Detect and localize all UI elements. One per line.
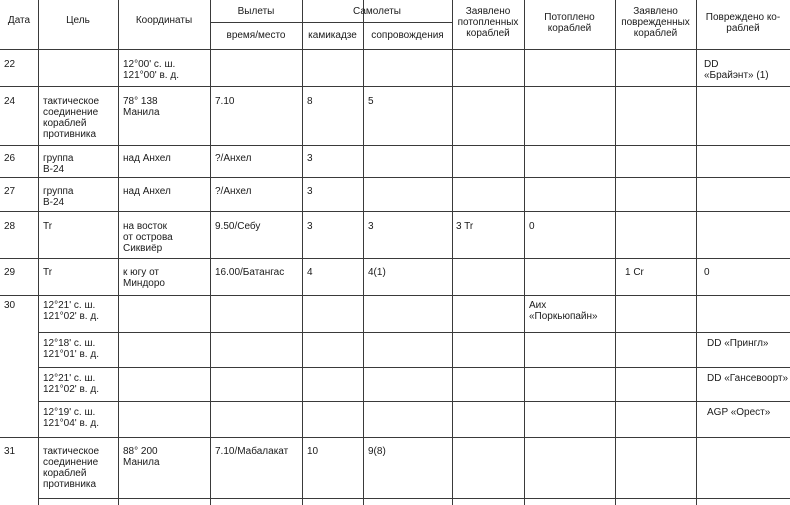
header-claimed-sunk: Заявлено потопленных кораблей [457,6,519,39]
cell-time: ?/Анхел [215,186,252,197]
cell-kamikaze: 4 [307,267,313,278]
cell-escort: 3 [368,221,374,232]
cell-coords: над Анхел [123,186,171,197]
cell-target: 12°19' с. ш. 121°04' в. д. [43,407,99,429]
cell-kamikaze: 8 [307,96,313,107]
header-aircraft: Самолеты [353,6,401,17]
grid-line-h [38,367,790,368]
cell-date: 29 [4,267,16,278]
grid-line-h [0,177,790,178]
grid-line-h-sub [210,22,452,23]
cell-date: 22 [4,59,16,70]
cell-damaged: DD «Гансевоорт» [707,373,789,384]
cell-target: тактическое соединение кораблей противника [43,446,100,490]
cell-coords: к югу от Миндоро [123,267,165,289]
cell-target: 12°21' с. ш. 121°02' в. д. [43,373,99,395]
grid-line-v [363,0,364,505]
cell-damaged: DD «Прингл» [707,338,769,349]
cell-kamikaze: 3 [307,221,313,232]
cell-date: 26 [4,153,16,164]
grid-line-h [38,498,790,499]
cell-time: 7.10/Мабалакат [215,446,289,457]
cell-coords: 12°00' с. ш. 121°00' в. д. [123,59,179,81]
cell-target: 12°21' с. ш. 121°02' в. д. [43,300,99,322]
cell-target: 12°18' с. ш. 121°01' в. д. [43,338,99,360]
cell-time: 16.00/Батангас [215,267,285,278]
cell-coords: над Анхел [123,153,171,164]
grid-line-h [38,401,790,402]
cell-kamikaze: 3 [307,153,313,164]
cell-date: 31 [4,446,16,457]
grid-line-v [524,0,525,505]
grid-line-v [696,0,697,505]
cell-date: 24 [4,96,16,107]
grid-line-v [302,0,303,505]
grid-line-v [118,0,119,505]
grid-line-v [210,0,211,505]
cell-damaged: AGP «Орест» [707,407,771,418]
cell-damaged: DD «Брайэнт» (1) [704,59,769,81]
header-damaged: Повреждено ко- раблей [705,12,781,34]
grid-line-h [0,258,790,259]
grid-line-v [615,0,616,505]
cell-claimed-damaged: 1 Cr [625,267,644,278]
cell-target: тактическое соединение кораблей противника [43,96,100,140]
cell-time: ?/Анхел [215,153,252,164]
header-date: Дата [7,15,31,26]
grid-line-h [0,211,790,212]
cell-coords: на восток от острова Сиквиёр [123,221,173,254]
grid-line-v [38,0,39,505]
cell-claimed-sunk: 3 Tr [456,221,474,232]
cell-time: 9.50/Себу [215,221,261,232]
grid-line-h [0,86,790,87]
header-claimed-damaged: Заявлено поврежденных кораблей [621,6,690,39]
cell-time: 7.10 [215,96,235,107]
header-target: Цель [66,15,90,26]
grid-line-v [452,0,453,505]
grid-line-h [0,145,790,146]
header-sunk: Потоплено кораблей [544,12,595,34]
cell-kamikaze: 10 [307,446,319,457]
cell-sunk: 0 [529,221,535,232]
header-time-place: время/место [226,30,286,41]
header-escort: сопровождения [371,30,444,41]
cell-date: 30 [4,300,16,311]
grid-line-h [0,295,790,296]
header-sorties: Вылеты [237,6,275,17]
cell-target: группа B-24 [43,153,74,175]
cell-kamikaze: 3 [307,186,313,197]
grid-line-h [0,49,790,50]
cell-coords: 78° 138 Манила [123,96,160,118]
cell-escort: 4(1) [368,267,386,278]
header-kamikaze: камикадзе [308,30,357,41]
cell-escort: 5 [368,96,374,107]
cell-sunk: Аих «Поркьюпайн» [529,300,598,322]
cell-escort: 9(8) [368,446,386,457]
cell-target: Tr [43,221,53,232]
cell-target: группа B-24 [43,186,74,208]
header-coords: Координаты [135,15,193,26]
grid-line-h [0,437,790,438]
cell-coords: 88° 200 Манила [123,446,160,468]
cell-damaged: 0 [704,267,710,278]
cell-target: Tr [43,267,53,278]
cell-date: 28 [4,221,16,232]
cell-date: 27 [4,186,16,197]
grid-line-h [38,332,790,333]
